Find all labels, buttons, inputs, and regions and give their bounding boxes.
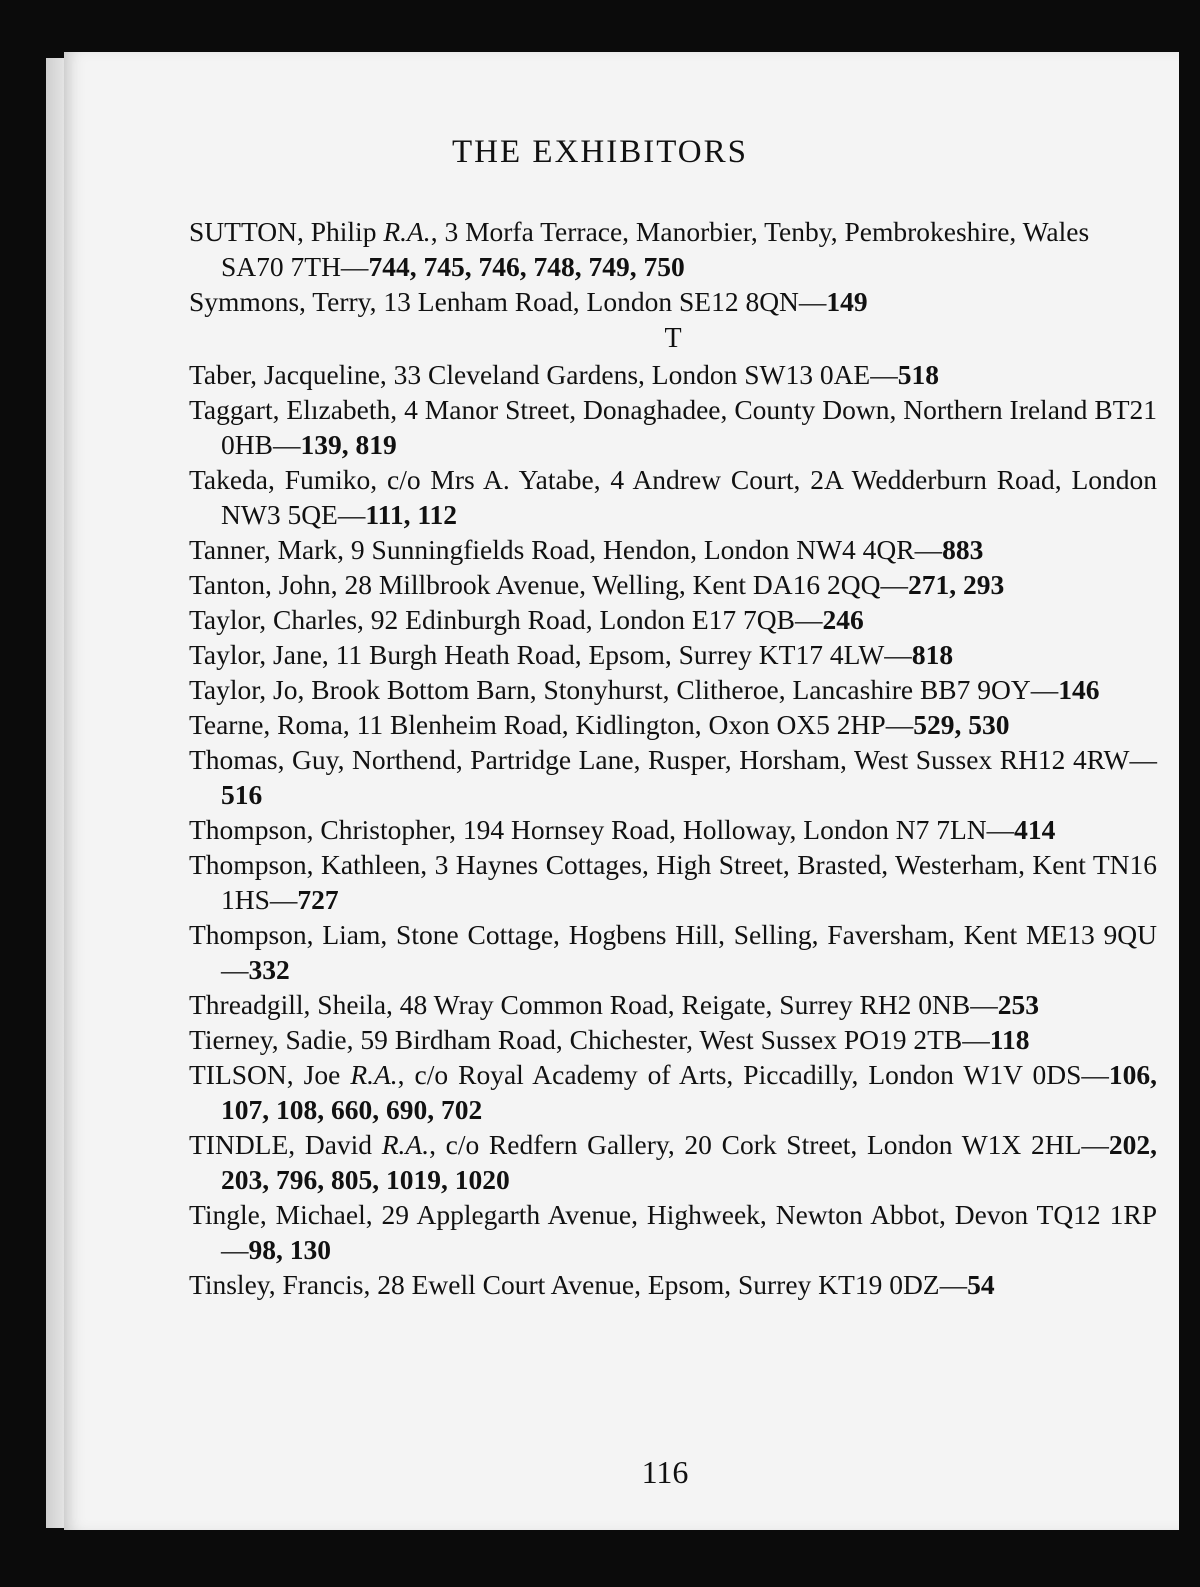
exhibitor-entry — [189, 462, 1157, 532]
exhibitor-entry — [189, 742, 1157, 812]
catalogue-numbers: 146 — [1058, 674, 1100, 705]
catalogue-numbers: 414 — [1014, 814, 1056, 845]
exhibitor-name: Taylor, Charles — [189, 604, 358, 635]
exhibitor-name: Thomas, Guy — [189, 744, 338, 775]
page-number: 116 — [641, 1454, 689, 1490]
exhibitor-entry — [189, 917, 1157, 987]
exhibitor-name: Tingle, Michael — [189, 1199, 366, 1230]
exhibitor-entry — [189, 847, 1157, 917]
exhibitor-entry — [189, 707, 1157, 742]
exhibitor-address: , 13 Lenham Road, London SE12 8QN— — [369, 286, 827, 317]
catalogue-numbers: 111, 112 — [365, 499, 458, 530]
exhibitor-entry — [189, 214, 1157, 284]
exhibitor-address: , Northend, Partridge Lane, Rusper, Horsham, West Sussex RH12 4RW— — [337, 744, 1157, 775]
exhibitor-address: , 29 Applegarth Avenue, Highweek, Newton Abbot, Devon TQ12 1RP— — [221, 1199, 1157, 1265]
exhibitor-address: , 3 Morfa Terrace, Manorbier, Tenby, Pembrokeshire, Wales SA70 7TH— — [221, 216, 1090, 282]
exhibitor-entry — [189, 1022, 1157, 1057]
exhibitor-address: , 11 Blenheim Road, Kidlington, Oxon OX5 2HP— — [342, 709, 914, 740]
exhibitor-name: Thompson, Christopher — [189, 814, 450, 845]
catalogue-numbers: 202, 203, 796, 805, 1019, 1020 — [221, 1129, 1158, 1195]
catalogue-numbers: 744, 745, 746, 748, 749, 750 — [368, 251, 685, 282]
exhibitor-name: Tanner, Mark — [189, 534, 338, 565]
exhibitor-name: Tearne, Roma — [189, 709, 343, 740]
exhibitor-address: , Stone Cottage, Hogbens Hill, Selling, Faversham, Kent ME13 9QU— — [221, 919, 1157, 985]
exhibitor-entry — [189, 812, 1157, 847]
exhibitor-name: Thompson, Kathleen — [189, 849, 421, 880]
exhibitor-entry — [189, 392, 1157, 462]
exhibitor-address: , 48 Wray Common Road, Reigate, Surrey RH2 0NB— — [386, 989, 998, 1020]
catalogue-numbers: 332 — [248, 954, 290, 985]
exhibitor-entry — [189, 1057, 1157, 1127]
catalogue-numbers: 106, 107, 108, 660, 690, 702 — [221, 1059, 1157, 1125]
exhibitor-name: SUTTON, Philip — [189, 216, 377, 247]
exhibitor-entry — [189, 357, 1157, 392]
exhibitor-name: Taggart, Elızabeth — [189, 394, 391, 425]
catalogue-numbers: 253 — [997, 989, 1040, 1020]
exhibitor-address: , 11 Burgh Heath Road, Epsom, Surrey KT17 4LW— — [321, 639, 912, 670]
catalogue-numbers: 516 — [221, 779, 263, 810]
exhibitor-entry — [189, 987, 1157, 1022]
exhibitor-name: Thompson, Liam — [189, 919, 381, 950]
exhibitor-address: , 59 Birdham Road, Chichester, West Sussex PO19 2TB— — [346, 1024, 990, 1055]
exhibitor-address: , 4 Manor Street, Donaghadee, County Down, Northern Ireland BT21 0HB— — [221, 394, 1157, 460]
exhibitor-honour: R.A. — [350, 1059, 398, 1090]
exhibitor-name: TINDLE, David — [189, 1129, 373, 1160]
section-letter: T — [664, 323, 682, 354]
exhibitor-list — [189, 214, 1157, 1302]
exhibitor-entry — [189, 672, 1157, 707]
catalogue-numbers: 246 — [822, 604, 864, 635]
catalogue-numbers: 271, 293 — [907, 569, 1005, 600]
exhibitor-name: Taber, Jacqueline — [189, 359, 380, 390]
exhibitor-name: TILSON, Joe — [189, 1059, 341, 1090]
catalogue-numbers: 54 — [967, 1269, 995, 1300]
exhibitor-name: Takeda, Fumiko — [189, 464, 371, 495]
exhibitor-entry — [189, 567, 1157, 602]
exhibitor-address: , c/o Royal Academy of Arts, Piccadilly, London W1V 0DS— — [397, 1059, 1109, 1090]
exhibitor-address: , Brook Bottom Barn, Stonyhurst, Clitheroe, Lancashire BB7 9OY— — [297, 674, 1059, 705]
catalogue-numbers: 139, 819 — [300, 429, 397, 460]
catalogue-numbers: 883 — [942, 534, 984, 565]
exhibitor-address: , c/o Redfern Gallery, 20 Cork Street, London W1X 2HL— — [429, 1129, 1109, 1160]
exhibitor-honour: R.A. — [383, 216, 431, 247]
catalogue-numbers: 118 — [989, 1024, 1030, 1055]
exhibitor-address: , 9 Sunningfields Road, Hendon, London NW4 4QR— — [337, 534, 943, 565]
exhibitor-name: Tierney, Sadie — [189, 1024, 347, 1055]
exhibitor-entry — [189, 637, 1157, 672]
exhibitor-name: Symmons, Terry — [189, 286, 370, 317]
catalogue-numbers: 727 — [297, 884, 339, 915]
exhibitor-address: , 33 Cleveland Gardens, London SW13 0AE— — [379, 359, 898, 390]
catalogue-numbers: 149 — [826, 286, 868, 317]
exhibitor-group-t — [189, 357, 1157, 1302]
exhibitor-name: Tanton, John — [189, 569, 331, 600]
exhibitor-address: , 28 Ewell Court Avenue, Epsom, Surrey KT19 0DZ— — [363, 1269, 968, 1300]
catalogue-numbers: 529, 530 — [913, 709, 1010, 740]
exhibitor-honour: R.A. — [381, 1129, 430, 1160]
exhibitor-entry — [189, 1267, 1157, 1302]
exhibitor-name: Tinsley, Francis — [189, 1269, 364, 1300]
page-title: THE EXHIBITORS — [452, 134, 748, 170]
exhibitor-group-s — [189, 214, 1157, 319]
exhibitor-name: Taylor, Jane — [189, 639, 322, 670]
exhibitor-name: Threadgill, Sheila — [189, 989, 387, 1020]
catalogue-numbers: 98, 130 — [248, 1234, 331, 1265]
exhibitor-address: , c/o Mrs A. Yatabe, 4 Andrew Court, 2A Wedderburn Road, London NW3 5QE— — [221, 464, 1157, 530]
catalogue-numbers: 818 — [911, 639, 954, 670]
exhibitor-address: , 3 Haynes Cottages, High Street, Brasted, Westerham, Kent TN16 1HS— — [221, 849, 1157, 915]
exhibitor-name: Taylor, Jo — [189, 674, 298, 705]
exhibitor-entry — [189, 1127, 1157, 1197]
exhibitor-entry — [189, 284, 1157, 319]
exhibitor-address: , 92 Edinburgh Road, London E17 7QB— — [357, 604, 823, 635]
catalogue-numbers: 518 — [897, 359, 939, 390]
exhibitor-address: , 28 Millbrook Avenue, Welling, Kent DA16 2QQ— — [330, 569, 908, 600]
exhibitor-entry — [189, 1197, 1157, 1267]
exhibitor-address: , 194 Hornsey Road, Holloway, London N7 7LN— — [449, 814, 1015, 845]
exhibitor-entry — [189, 532, 1157, 567]
exhibitor-entry — [189, 602, 1157, 637]
